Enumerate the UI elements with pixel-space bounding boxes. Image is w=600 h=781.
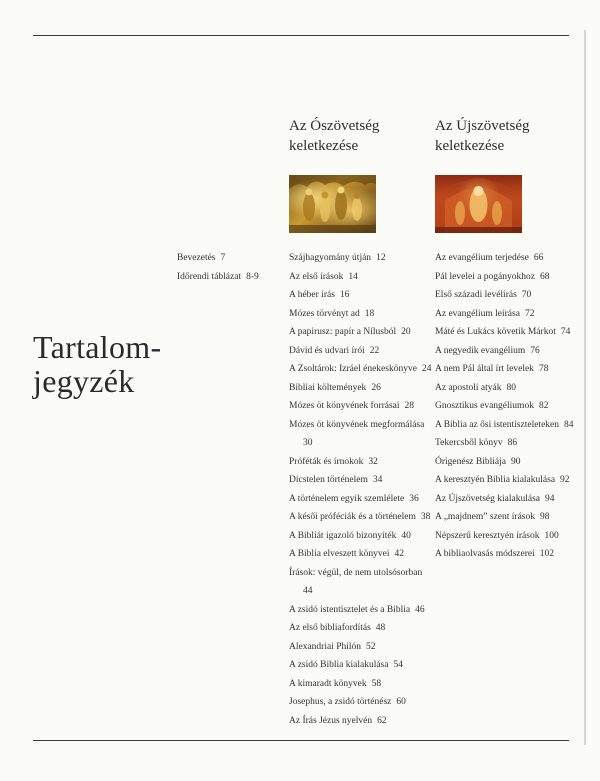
toc-entry-title: Tekercsből könyv — [435, 438, 503, 448]
toc-entry-page: 42 — [394, 549, 405, 559]
new-testament-heading — [435, 116, 575, 156]
toc-entry-title: Népszerű keresztyén írások — [435, 530, 540, 541]
toc-entry-page: 34 — [372, 475, 383, 485]
toc-entry-page: 54 — [393, 660, 403, 670]
toc-entry-title: A kimaradt könyvek — [289, 678, 367, 689]
toc-entry-page: 40 — [401, 530, 411, 541]
toc-entry[interactable] — [435, 490, 575, 509]
page-title-line-2: jegyzék — [33, 363, 135, 399]
toc-entry-page: 16 — [339, 290, 350, 300]
page-title-line-1: Tartalom- — [33, 329, 162, 365]
toc-entry-title: A héber írás — [289, 290, 335, 300]
toc-entry-title: Írások: végül, de nem utolsósorban — [289, 567, 423, 578]
toc-entry-title: Mózes öt könyvének megformálása — [289, 419, 425, 430]
toc-entry[interactable] — [289, 656, 434, 675]
toc-entry[interactable] — [177, 268, 277, 287]
toc-entry-page: 12 — [376, 253, 386, 263]
toc-entry-page: 94 — [545, 493, 555, 504]
toc-entry[interactable] — [435, 360, 575, 379]
toc-entry-page: 32 — [368, 456, 378, 467]
old-testament-relief-image — [289, 175, 376, 233]
toc-entry[interactable] — [177, 249, 277, 268]
toc-entry-page: 74 — [560, 327, 571, 337]
toc-entry-title: Alexandriai Philón — [289, 641, 362, 652]
toc-entry[interactable] — [289, 286, 434, 305]
toc-entry-page: 36 — [409, 493, 419, 504]
toc-entry-title: Bibliai költemények — [289, 382, 367, 393]
toc-entry-title: Órigenész Bibliája — [435, 456, 506, 467]
toc-entry[interactable] — [289, 323, 434, 342]
toc-entry-title: Első századi levélírás — [435, 290, 517, 300]
toc-entry-title: A késői próféciák és a történelem — [289, 512, 416, 522]
toc-entry[interactable] — [435, 416, 575, 435]
toc-entry-title: Dávid és udvari írói — [289, 345, 365, 356]
toc-entry-page: 18 — [364, 308, 375, 319]
toc-entry-page: 58 — [371, 678, 382, 689]
toc-entry-page: 28 — [404, 401, 415, 411]
toc-entry-title: Dicstelen történelem — [289, 475, 368, 485]
old-testament-heading-line-2: keletkezése — [289, 138, 359, 154]
page-edge-shadow — [584, 30, 586, 745]
toc-entry[interactable] — [289, 675, 434, 694]
toc-entry-page: 82 — [538, 401, 549, 411]
intro-toc — [177, 249, 277, 286]
toc-entry[interactable] — [289, 249, 434, 268]
toc-entry-page: 14 — [348, 271, 358, 282]
toc-entry[interactable] — [289, 712, 434, 731]
toc-entry-page: 38 — [420, 512, 431, 522]
toc-entry-page: 76 — [530, 345, 540, 356]
toc-entry-page: 78 — [538, 364, 549, 374]
toc-entry-title: Időrendi táblázat — [177, 271, 242, 282]
toc-entry[interactable] — [435, 397, 575, 416]
toc-entry-title: Josephus, a zsidó történész — [289, 697, 392, 707]
toc-entry[interactable] — [289, 342, 434, 361]
old-testament-heading — [289, 116, 429, 156]
toc-entry-page: 52 — [366, 641, 376, 652]
new-testament-heading-line-1: Az Újszövetség — [435, 118, 530, 134]
toc-entry[interactable] — [435, 268, 575, 287]
toc-entry-page: 46 — [415, 604, 425, 615]
toc-entry-page: 70 — [521, 290, 532, 300]
toc-entry-title: Bevezetés — [177, 253, 216, 263]
toc-entry-page: 30 — [303, 438, 313, 448]
toc-entry-title: A Bibliát igazoló bizonyíték — [289, 530, 397, 541]
toc-entry[interactable] — [289, 564, 434, 601]
toc-entry-page: 68 — [539, 271, 550, 282]
toc-entry-page: 66 — [533, 253, 544, 263]
toc-entry-title: Mózes öt könyvének forrásai — [289, 401, 400, 411]
new-testament-heading-line-2: keletkezése — [435, 138, 505, 154]
toc-entry-title: A történelem egyik szemlélete — [289, 493, 405, 504]
toc-entry[interactable] — [289, 545, 434, 564]
toc-entry-title: A nem Pál által írt levelek — [435, 364, 534, 374]
toc-entry-title: A Biblia elveszett könyvei — [289, 549, 390, 559]
toc-entry-title: Az evangélium terjedése — [435, 253, 529, 263]
toc-entry-title: Az apostoli atyák — [435, 382, 502, 393]
toc-entry[interactable] — [435, 471, 575, 490]
toc-entry[interactable] — [289, 471, 434, 490]
toc-entry[interactable] — [435, 508, 575, 527]
toc-entry-title: A zsidó Biblia kialakulása — [289, 660, 389, 670]
toc-entry[interactable] — [289, 527, 434, 546]
toc-entry-page: 62 — [377, 715, 387, 726]
page-title — [33, 330, 161, 398]
toc-entry-title: Szájhagyomány útján — [289, 253, 372, 263]
toc-entry-title: Mózes törvényt ad — [289, 308, 360, 319]
toc-entry[interactable] — [289, 619, 434, 638]
toc-entry-title: Az Újszövetség kialakulása — [435, 493, 540, 504]
toc-entry-title: Próféták és írnokok — [289, 456, 364, 467]
toc-entry[interactable] — [435, 434, 575, 453]
toc-entry-title: A Biblia az ősi istentiszteleteken — [435, 419, 559, 430]
toc-entry-page: 72 — [524, 308, 535, 319]
toc-entry-title: A zsidó istentisztelet és a Biblia — [289, 604, 411, 615]
toc-entry-title: Az Írás Jézus nyelvén — [289, 715, 373, 726]
old-testament-toc — [289, 249, 434, 730]
toc-entry-title: Gnosztikus evangéliumok — [435, 401, 534, 411]
toc-entry[interactable] — [289, 638, 434, 657]
toc-entry[interactable] — [435, 286, 575, 305]
toc-entry[interactable] — [289, 379, 434, 398]
old-testament-heading-line-1: Az Ószövetség — [289, 118, 380, 134]
toc-entry[interactable] — [289, 416, 434, 453]
toc-entry[interactable] — [289, 360, 434, 379]
new-testament-mosaic-image — [435, 175, 522, 233]
toc-entry-page: 100 — [544, 530, 559, 541]
toc-entry[interactable] — [435, 453, 575, 472]
toc-entry-title: Máté és Lukács követik Márkot — [435, 327, 556, 337]
toc-entry-page: 92 — [560, 475, 570, 485]
toc-entry-page: 80 — [506, 382, 516, 393]
toc-entry[interactable] — [289, 268, 434, 287]
toc-entry[interactable] — [435, 249, 575, 268]
toc-entry-page: 102 — [539, 549, 554, 559]
toc-entry[interactable] — [289, 397, 434, 416]
toc-entry-title: A bibliaolvasás módszerei — [435, 549, 535, 559]
toc-entry-title: A negyedik evangélium — [435, 345, 526, 356]
toc-entry-page: 84 — [564, 419, 574, 430]
toc-entry[interactable] — [289, 490, 434, 509]
toc-entry[interactable] — [289, 453, 434, 472]
toc-entry-title: A keresztyén Biblia kialakulása — [435, 475, 556, 485]
toc-entry-title: Az első bibliafordítás — [289, 623, 371, 633]
toc-entry-page: 22 — [369, 345, 380, 356]
top-rule — [33, 35, 569, 36]
toc-entry-page: 86 — [507, 438, 518, 448]
toc-entry[interactable] — [435, 342, 575, 361]
toc-entry-title: A papirusz: papír a Nílusból — [289, 327, 397, 337]
toc-entry[interactable] — [435, 323, 575, 342]
toc-entry-title: Az evangélium leírása — [435, 308, 520, 319]
toc-entry-page: 26 — [371, 382, 381, 393]
toc-entry-page: 98 — [539, 512, 550, 522]
toc-entry[interactable] — [435, 527, 575, 546]
toc-entry-page: 24 — [421, 364, 432, 374]
toc-entry-title: A „majdnem” szent írások — [435, 512, 535, 522]
toc-entry-page: 20 — [401, 327, 411, 337]
toc-entry[interactable] — [289, 305, 434, 324]
toc-entry[interactable] — [435, 545, 575, 564]
toc-entry-title: Az első írások — [289, 271, 344, 282]
toc-entry-page: 7 — [220, 253, 226, 263]
toc-entry[interactable] — [435, 305, 575, 324]
toc-entry-page: 8-9 — [246, 271, 259, 282]
toc-entry-page: 48 — [375, 623, 386, 633]
new-testament-toc — [435, 249, 575, 564]
toc-entry[interactable] — [289, 693, 434, 712]
bottom-rule — [33, 740, 569, 741]
toc-entry-title: Pál levelei a pogányokhoz — [435, 271, 535, 282]
toc-entry-page: 90 — [510, 456, 521, 467]
toc-entry[interactable] — [289, 508, 434, 527]
toc-entry-page: 60 — [396, 697, 406, 707]
toc-entry[interactable] — [289, 601, 434, 620]
toc-entry-page: 44 — [303, 586, 313, 596]
toc-entry[interactable] — [435, 379, 575, 398]
toc-entry-title: A Zsoltárok: Izráel énekeskönyve — [289, 364, 417, 374]
